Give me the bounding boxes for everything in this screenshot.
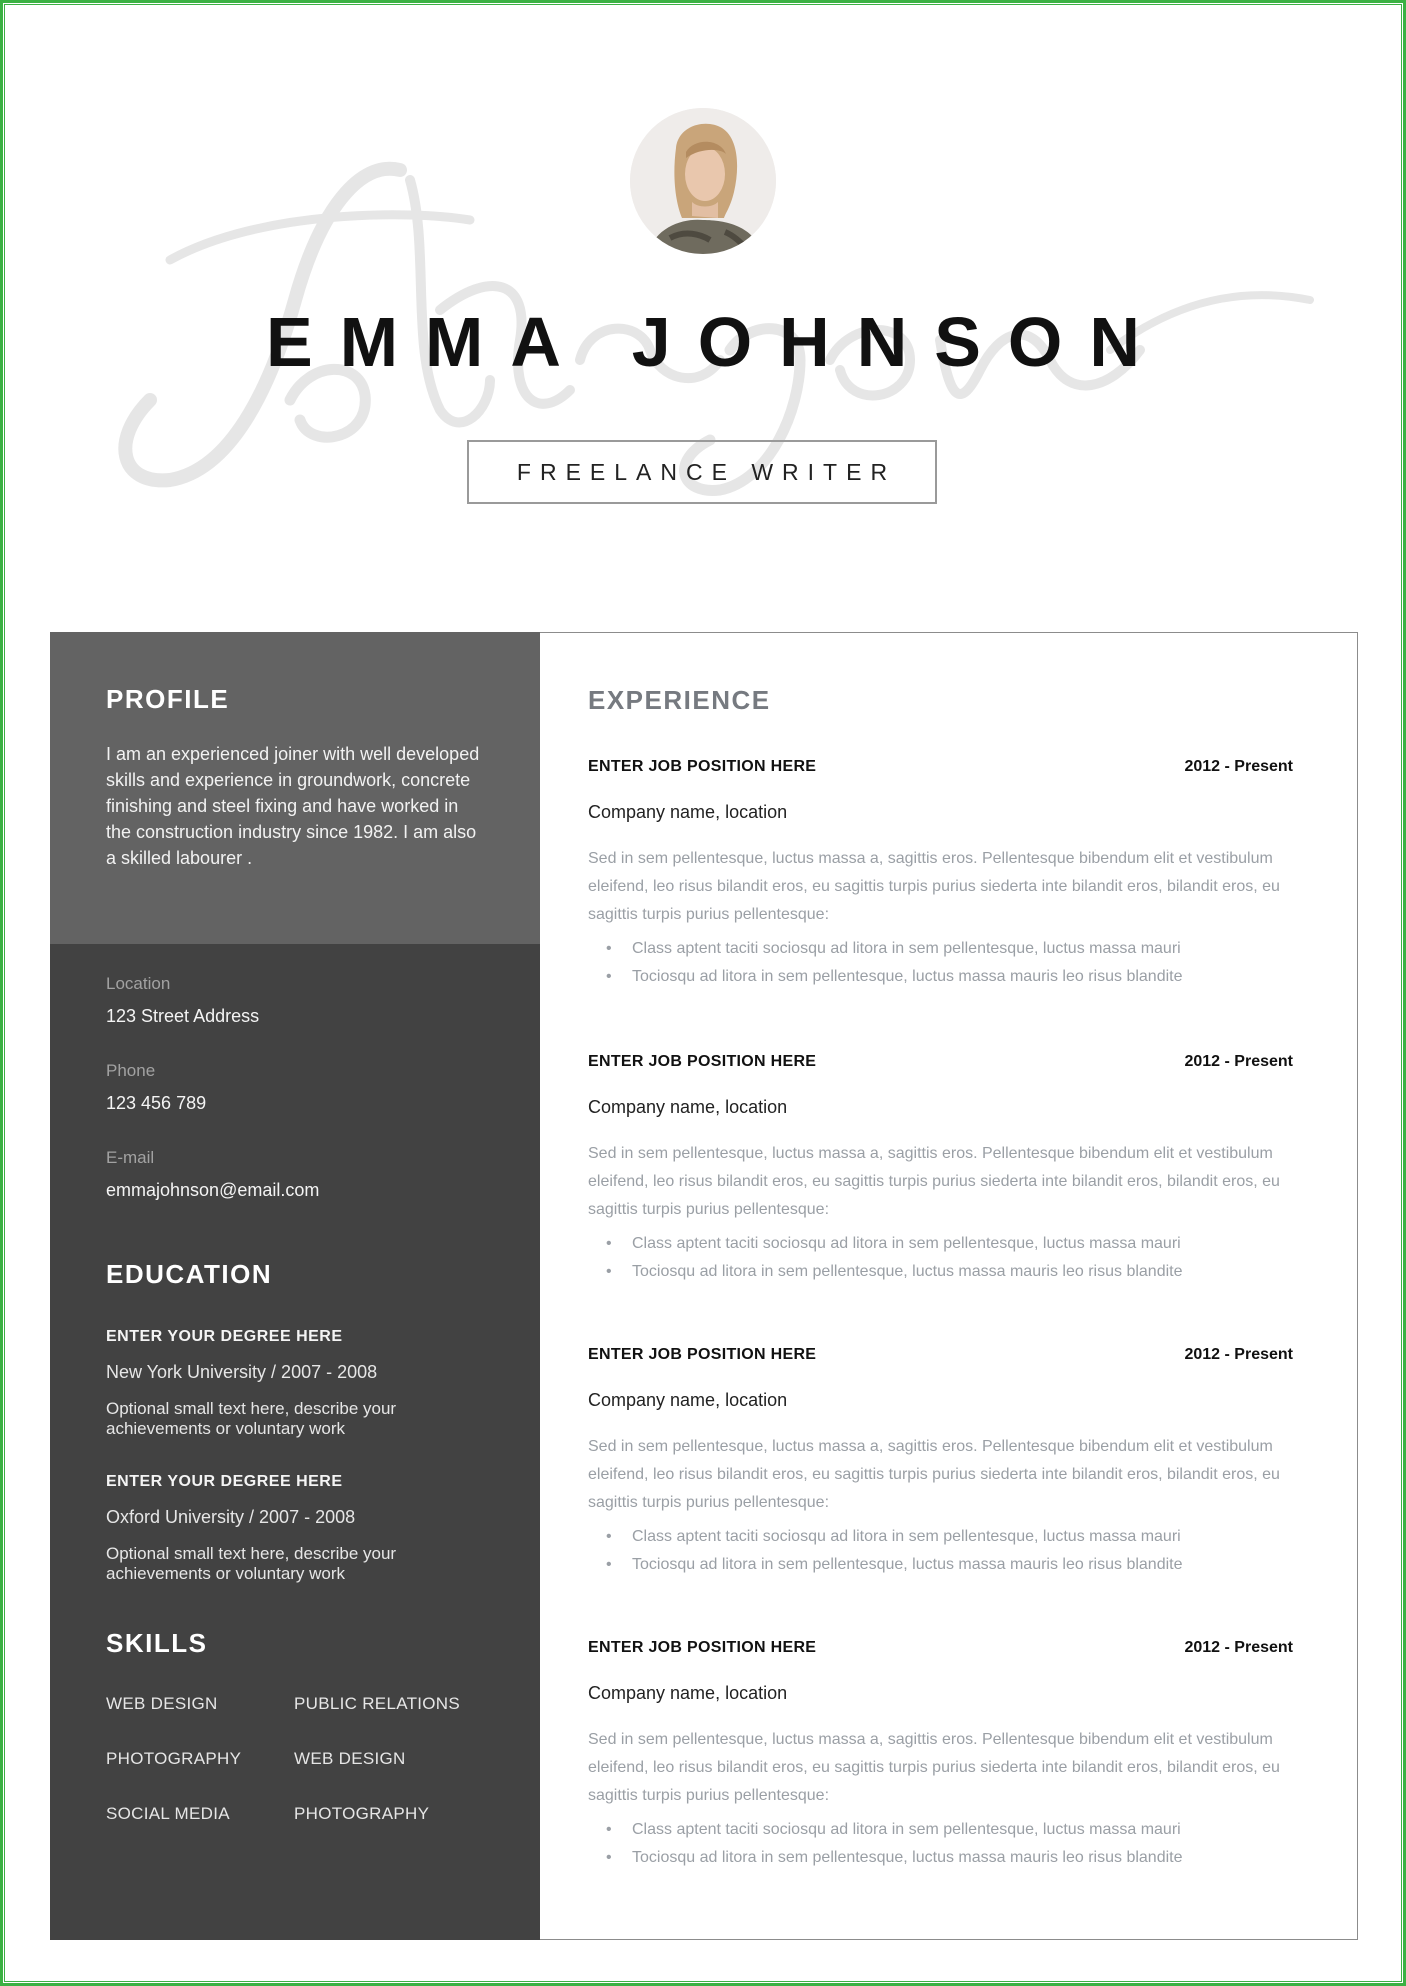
contact-email (106, 1148, 500, 1201)
bullet-item: • Class aptent taciti sociosqu ad litora in sem pellentesque, luctus massa mauri (632, 1230, 1295, 1258)
bullet-item: • Tociosqu ad litora in sem pellentesque, luctus massa mauris leo risus blandite (632, 1551, 1295, 1579)
school-name: New York University / 2007 - 2008 (106, 1362, 378, 1382)
degree-title: ENTER YOUR DEGREE HERE (106, 1473, 343, 1490)
job-bullets (588, 1230, 1295, 1286)
experience-section (540, 632, 1358, 1940)
avatar (630, 108, 776, 254)
job-title: FREELANCE WRITER (516, 458, 897, 485)
full-name: EMMA JOHNSON (266, 303, 1167, 381)
job-date: 2012 - Present (1184, 1639, 1293, 1656)
skill-item: PHOTOGRAPHY (294, 1804, 430, 1823)
job-title-box (467, 440, 937, 504)
job-bullets (588, 1523, 1295, 1579)
bullet-item: • Tociosqu ad litora in sem pellentesque, luctus massa mauris leo risus blandite (632, 1844, 1295, 1872)
contact-phone (106, 1061, 500, 1114)
experience-heading: EXPERIENCE (588, 685, 771, 715)
job-bullets (588, 1816, 1295, 1872)
skill-item: PUBLIC RELATIONS (294, 1694, 461, 1713)
job-position: ENTER JOB POSITION HERE (588, 1346, 817, 1363)
contact-location (106, 974, 500, 1027)
job-entry (588, 1346, 1295, 1579)
company-name: Company name, location (588, 1390, 788, 1410)
job-description: Sed in sem pellentesque, luctus massa a, sagittis eros. Pellentesque bibendum elit et vestibulum eleifend, leo risus bilandit eros, eu sagittis turpis purius siederta inte bilandit eros, bilandit eros, eu sagittis turpis purius pellentesque: (588, 1731, 1280, 1804)
job-date: 2012 - Present (1184, 1346, 1293, 1363)
bullet-item: • Tociosqu ad litora in sem pellentesque, luctus massa mauris leo risus blandite (632, 1258, 1295, 1286)
job-entry (588, 758, 1295, 991)
bullet-item: • Tociosqu ad litora in sem pellentesque, luctus massa mauris leo risus blandite (632, 963, 1295, 991)
degree-title: ENTER YOUR DEGREE HERE (106, 1328, 343, 1345)
skill-item: WEB DESIGN (294, 1749, 406, 1768)
sidebar-details (50, 944, 540, 1940)
job-bullets (588, 935, 1295, 991)
education-note: Optional small text here, describe your achievements or voluntary work (106, 1399, 397, 1438)
contact-value: 123 456 789 (106, 1093, 207, 1113)
school-name: Oxford University / 2007 - 2008 (106, 1507, 356, 1527)
job-entry (588, 1639, 1295, 1872)
job-date: 2012 - Present (1184, 758, 1293, 775)
education-item (106, 1328, 500, 1439)
job-position: ENTER JOB POSITION HERE (588, 758, 817, 775)
company-name: Company name, location (588, 1097, 788, 1117)
bullet-item: • Class aptent taciti sociosqu ad litora in sem pellentesque, luctus massa mauri (632, 935, 1295, 963)
contact-label: E-mail (106, 1148, 155, 1167)
skills-heading: SKILLS (106, 1628, 208, 1658)
company-name: Company name, location (588, 802, 788, 822)
contact-label: Phone (106, 1061, 156, 1080)
portrait-image (630, 108, 776, 254)
contact-value: emmajohnson@email.com (106, 1180, 320, 1200)
company-name: Company name, location (588, 1683, 788, 1703)
skills-list (106, 1694, 500, 1824)
skill-item: PHOTOGRAPHY (106, 1749, 242, 1768)
profile-section (50, 632, 540, 944)
education-note: Optional small text here, describe your achievements or voluntary work (106, 1544, 397, 1583)
skill-item: SOCIAL MEDIA (106, 1804, 230, 1823)
profile-heading: PROFILE (106, 684, 230, 714)
job-entry (588, 1053, 1295, 1286)
job-description: Sed in sem pellentesque, luctus massa a, sagittis eros. Pellentesque bibendum elit et vestibulum eleifend, leo risus bilandit eros, eu sagittis turpis purius siederta inte bilandit eros, bilandit eros, eu sagittis turpis purius pellentesque: (588, 1145, 1280, 1218)
job-position: ENTER JOB POSITION HERE (588, 1053, 817, 1070)
contact-value: 123 Street Address (106, 1006, 260, 1026)
bullet-item: • Class aptent taciti sociosqu ad litora in sem pellentesque, luctus massa mauri (632, 1816, 1295, 1844)
contact-label: Location (106, 974, 171, 993)
job-position: ENTER JOB POSITION HERE (588, 1639, 817, 1656)
job-date: 2012 - Present (1184, 1053, 1293, 1070)
skill-item: WEB DESIGN (106, 1694, 218, 1713)
education-item (106, 1473, 500, 1584)
profile-text: I am an experienced joiner with well developed skills and experience in groundwork, concrete finishing and steel fixing and have worked in the construction industry since 1982. I am also a skilled labourer . (106, 744, 480, 868)
education-heading: EDUCATION (106, 1259, 273, 1289)
job-description: Sed in sem pellentesque, luctus massa a, sagittis eros. Pellentesque bibendum elit et vestibulum eleifend, leo risus bilandit eros, eu sagittis turpis purius siederta inte bilandit eros, bilandit eros, eu sagittis turpis purius pellentesque: (588, 1438, 1280, 1511)
bullet-item: • Class aptent taciti sociosqu ad litora in sem pellentesque, luctus massa mauri (632, 1523, 1295, 1551)
job-description: Sed in sem pellentesque, luctus massa a, sagittis eros. Pellentesque bibendum elit et vestibulum eleifend, leo risus bilandit eros, eu sagittis turpis purius siederta inte bilandit eros, bilandit eros, eu sagittis turpis purius pellentesque: (588, 850, 1280, 923)
